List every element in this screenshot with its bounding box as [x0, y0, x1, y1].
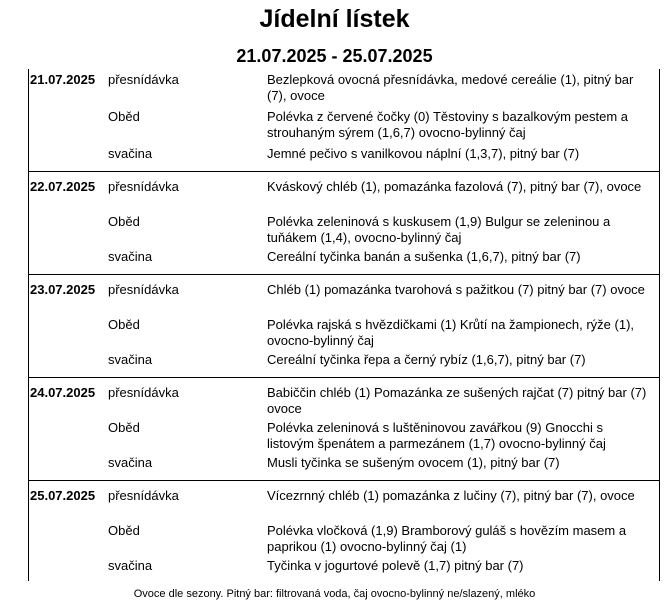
day-block — [29, 480, 659, 583]
meal-menu: Cereální tyčinka řepa a černý rybíz (1,6,7), pitný bar (7) — [267, 352, 586, 367]
day-block — [29, 274, 659, 377]
meal-menu: Musli tyčinka se sušeným ovocem (1), pitný bar (7) — [267, 455, 560, 470]
meal-name: svačina — [108, 455, 153, 470]
meal-name: svačina — [108, 558, 153, 573]
page-title: Jídelní lístek — [259, 5, 410, 33]
day-block — [29, 377, 659, 480]
menu-table — [28, 69, 660, 581]
meal-menu: Chléb (1) pomazánka tvarohová s pažitkou (7) pitný bar (7) ovoce — [267, 282, 645, 297]
meal-name: Oběd — [108, 214, 140, 229]
meal-menu: Jemné pečivo s vanilkovou náplní (1,3,7), pitný bar (7) — [267, 146, 580, 161]
meal-name: přesnídávka — [108, 282, 179, 297]
meal-name: svačina — [108, 249, 153, 264]
meal-menu: Polévka zeleninová s kuskusem (1,9) Bulgur se zeleninou a tuňákem (1,4), ovocno-bylinný čaj — [267, 214, 611, 245]
day-date: 22.07.2025 — [30, 179, 96, 194]
meal-name: Oběd — [108, 420, 140, 435]
meal-name: svačina — [108, 352, 153, 367]
day-date: 21.07.2025 — [30, 72, 96, 87]
meal-menu: Polévka rajská s hvězdičkami (1) Krůtí na žampionech, rýže (1), ovocno-bylinný čaj — [267, 317, 635, 348]
meal-menu: Vícezrnný chléb (1) pomazánka z lučiny (7), pitný bar (7), ovoce — [267, 488, 635, 503]
day-block — [29, 171, 659, 274]
meal-menu: Tyčinka v jogurtové polevě (1,7) pitný bar (7) — [267, 558, 524, 573]
meal-menu: Babiččin chléb (1) Pomazánka ze sušených rajčat (7) pitný bar (7) ovoce — [267, 385, 647, 416]
meal-name: přesnídávka — [108, 72, 179, 87]
meal-menu: Polévka vločková (1,9) Bramborový guláš s hovězím masem a paprikou (1) ovocno-bylinný čaj (1) — [267, 523, 627, 554]
meal-menu: Bezlepková ovocná přesnídávka, medové cereálie (1), pitný bar (7), ovoce — [267, 72, 634, 103]
meal-menu: Kváskový chléb (1), pomazánka fazolová (7), pitný bar (7), ovoce — [267, 179, 642, 194]
meal-name: přesnídávka — [108, 385, 179, 400]
meal-menu: Cereální tyčinka banán a sušenka (1,6,7), pitný bar (7) — [267, 249, 581, 264]
meal-name: Oběd — [108, 523, 140, 538]
meal-name: Oběd — [108, 317, 140, 332]
meal-name: svačina — [108, 146, 153, 161]
meal-menu: Polévka z červené čočky (0) Těstoviny s bazalkovým pestem a strouhaným sýrem (1,6,7) ovocno-bylinný čaj — [267, 109, 629, 140]
meal-menu: Polévka zeleninová s luštěninovou zavářkou (9) Gnocchi s listovým špenátem a parmezánem (1,7) ovocno-bylinný čaj — [267, 420, 606, 451]
date-range: 21.07.2025 - 25.07.2025 — [236, 46, 433, 66]
meal-name: přesnídávka — [108, 488, 179, 503]
meal-name: Oběd — [108, 109, 140, 124]
footer-note: Ovoce dle sezony. Pitný bar: filtrovaná voda, čaj ovocno-bylinný ne/slazený, mléko — [133, 588, 536, 600]
meal-name: přesnídávka — [108, 179, 179, 194]
day-block — [29, 69, 659, 171]
day-date: 23.07.2025 — [30, 282, 96, 297]
day-date: 24.07.2025 — [30, 385, 96, 400]
day-date: 25.07.2025 — [30, 488, 96, 503]
